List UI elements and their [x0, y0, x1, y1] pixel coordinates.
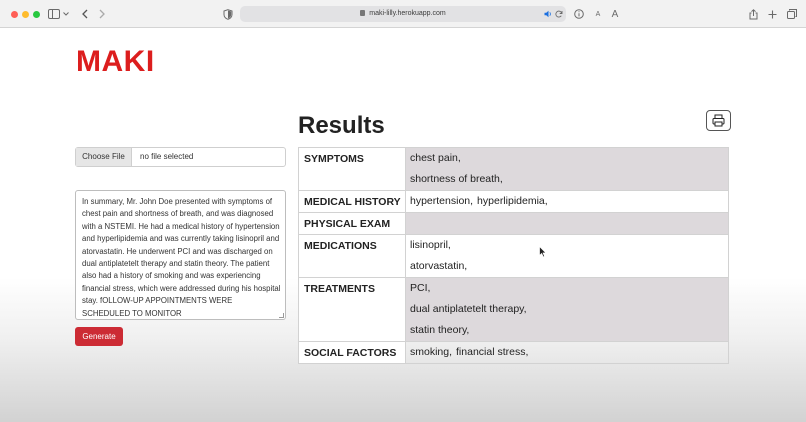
row-label: TREATMENTS	[299, 278, 406, 342]
printer-icon	[707, 111, 730, 130]
value-item: dual antiplatetelt therapy,	[410, 303, 527, 315]
value-item: statin theory,	[410, 324, 470, 336]
speaker-icon[interactable]	[544, 6, 552, 22]
text-larger-button[interactable]: A	[611, 8, 619, 20]
row-label: SOCIAL FACTORS	[299, 342, 406, 364]
forward-icon[interactable]	[97, 6, 107, 22]
browser-toolbar	[0, 0, 806, 28]
table-row	[299, 191, 729, 213]
choose-file-button[interactable]: Choose File	[76, 148, 132, 166]
generate-button[interactable]: Generate	[75, 327, 123, 346]
share-icon[interactable]	[748, 6, 759, 22]
row-values	[406, 213, 729, 235]
url-text: maki-lilly.herokuapp.com	[369, 10, 446, 17]
table-row	[299, 235, 729, 278]
address-bar[interactable]	[240, 6, 566, 22]
value-item: hyperlipidemia,	[477, 195, 548, 207]
summary-textarea[interactable]	[75, 190, 286, 320]
results-table	[298, 147, 729, 364]
back-icon[interactable]	[80, 6, 90, 22]
row-values	[406, 235, 729, 278]
row-values	[406, 278, 729, 342]
table-row	[299, 148, 729, 191]
row-label: PHYSICAL EXAM	[299, 213, 406, 235]
row-label: MEDICAL HISTORY	[299, 191, 406, 213]
maximize-window-button[interactable]	[33, 11, 40, 18]
page-content	[0, 28, 806, 422]
value-item: chest pain,	[410, 152, 461, 164]
row-label: SYMPTOMS	[299, 148, 406, 191]
table-row	[299, 213, 729, 235]
value-item: hypertension,	[410, 195, 474, 207]
minimize-window-button[interactable]	[22, 11, 29, 18]
close-window-button[interactable]	[11, 11, 18, 18]
lock-icon	[360, 10, 365, 16]
file-input[interactable]	[75, 147, 286, 167]
resize-handle[interactable]	[279, 313, 284, 318]
chevron-down-icon[interactable]	[62, 6, 70, 22]
row-values	[406, 342, 729, 364]
sidebar-toggle-icon[interactable]	[48, 6, 60, 22]
summary-text: In summary, Mr. John Doe presented with symptoms of chest pain and shortness of breath, and was diagnosed with a NSTEMI. He had a medical history of hypertension and hyperlipidemia and was currently taking lisinopril and atorvastatin. He underwent PCI and was discharged on dual antiplatetelt therapy and statin theory. The patient also had a history of smoking and was experiencing financial stress, which were addressed during his hospital stay. fOLLOW-UP APPOINTMENTS WERE SCHEDULED TO MONITOR	[82, 197, 281, 318]
new-tab-icon[interactable]	[767, 6, 778, 22]
value-item: smoking,	[410, 346, 453, 358]
value-item: shortness of breath,	[410, 173, 503, 185]
tab-overview-icon[interactable]	[786, 6, 797, 22]
value-item: financial stress,	[456, 346, 529, 358]
row-label: MEDICATIONS	[299, 235, 406, 278]
row-values	[406, 148, 729, 191]
privacy-shield-icon[interactable]	[222, 6, 234, 22]
text-smaller-button[interactable]: A	[595, 10, 601, 18]
app-logo: MAKI	[76, 45, 155, 78]
info-icon[interactable]	[573, 6, 584, 22]
table-row	[299, 278, 729, 342]
value-item: atorvastatin,	[410, 260, 468, 272]
print-button[interactable]	[706, 110, 731, 131]
value-item: PCI,	[410, 282, 431, 294]
reload-icon[interactable]	[555, 6, 563, 22]
table-row	[299, 342, 729, 364]
results-heading: Results	[298, 112, 385, 139]
value-item: lisinopril,	[410, 239, 451, 251]
mouse-cursor-icon	[539, 246, 547, 258]
row-values	[406, 191, 729, 213]
file-status-text: no file selected	[140, 152, 194, 161]
